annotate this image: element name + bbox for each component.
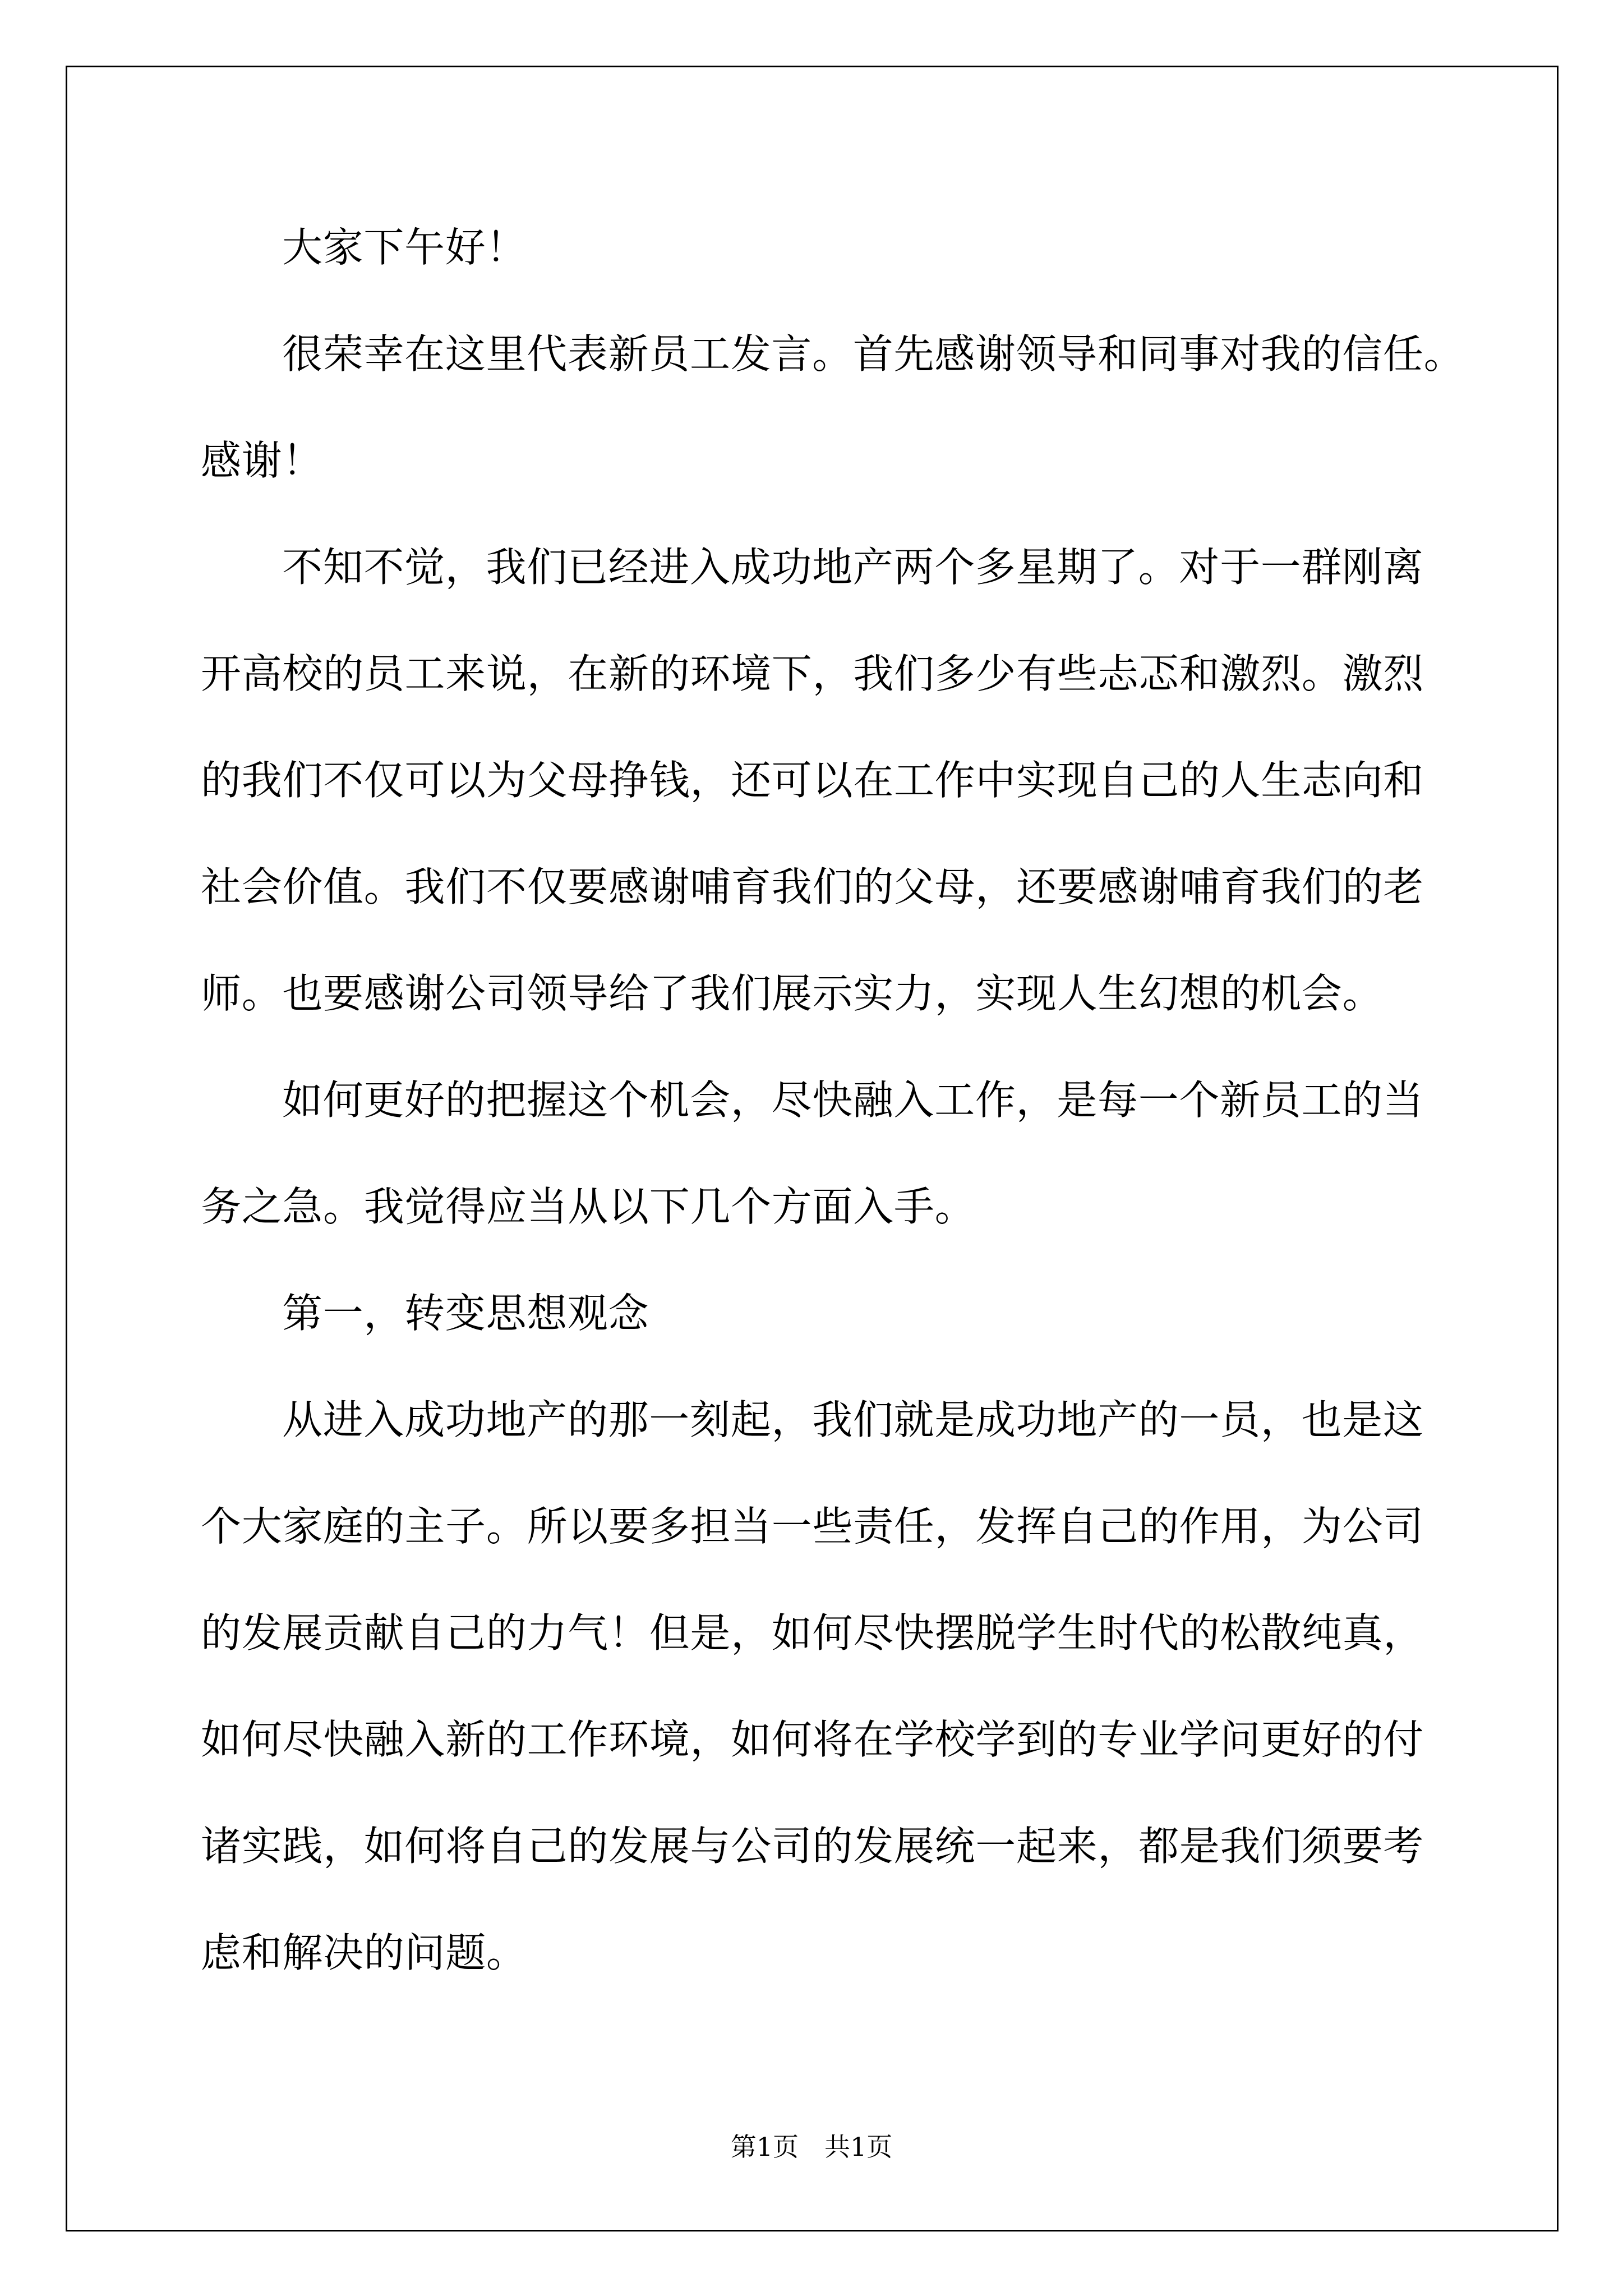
paragraph-greeting	[201, 194, 1429, 301]
paragraph-mindset	[201, 1366, 1429, 2006]
text-line: 如何更好的把握这个机会，尽快融入工作，是每一个新员工的当	[282, 1076, 1424, 1124]
text-line: 开高校的员工来说，在新的环境下，我们多少有些忐忑和激烈。激烈	[201, 650, 1424, 697]
paragraph-thanks	[201, 301, 1465, 514]
section-heading	[201, 1260, 1429, 1366]
text-line: 师。也要感谢公司领导给了我们展示实力，实现人生幻想的机会。	[201, 970, 1384, 1017]
text-line: 的发展贡献自己的力气！但是，如何尽快摆脱学生时代的松散纯真，	[201, 1609, 1424, 1657]
text-line: 虑和解决的问题。	[201, 1929, 527, 1976]
text-line: 的我们不仅可以为父母挣钱，还可以在工作中实现自己的人生志向和	[201, 757, 1424, 804]
text-line: 感谢！	[201, 437, 324, 484]
text-line: 如何尽快融入新的工作环境，如何将在学校学到的专业学问更好的付	[201, 1716, 1424, 1763]
text-line: 从进入成功地产的那一刻起，我们就是成功地产的一员，也是这	[282, 1396, 1424, 1443]
text-line: 社会价值。我们不仅要感谢哺育我们的父母，还要感谢哺育我们的老	[201, 863, 1424, 910]
text-line: 诸实践，如何将自己的发展与公司的发展统一起来，都是我们须要考	[201, 1823, 1424, 1870]
text-line: 很荣幸在这里代表新员工发言。首先感谢领导和同事对我的信任。	[282, 330, 1465, 378]
text-line: 第一，转变思想观念	[282, 1290, 649, 1337]
page-number-footer: 第1页 共1页	[730, 2132, 893, 2162]
paragraph-intro	[201, 514, 1429, 1047]
text-line: 不知不觉，我们已经进入成功地产两个多星期了。对于一群刚离	[282, 544, 1424, 591]
document-body	[201, 194, 1465, 2006]
text-line: 大家下午好！	[282, 224, 527, 271]
paragraph-opportunity	[201, 1047, 1429, 1260]
text-line: 个大家庭的主子。所以要多担当一些责任，发挥自己的作用，为公司	[201, 1503, 1424, 1550]
text-line: 务之急。我觉得应当从以下几个方面入手。	[201, 1183, 976, 1230]
